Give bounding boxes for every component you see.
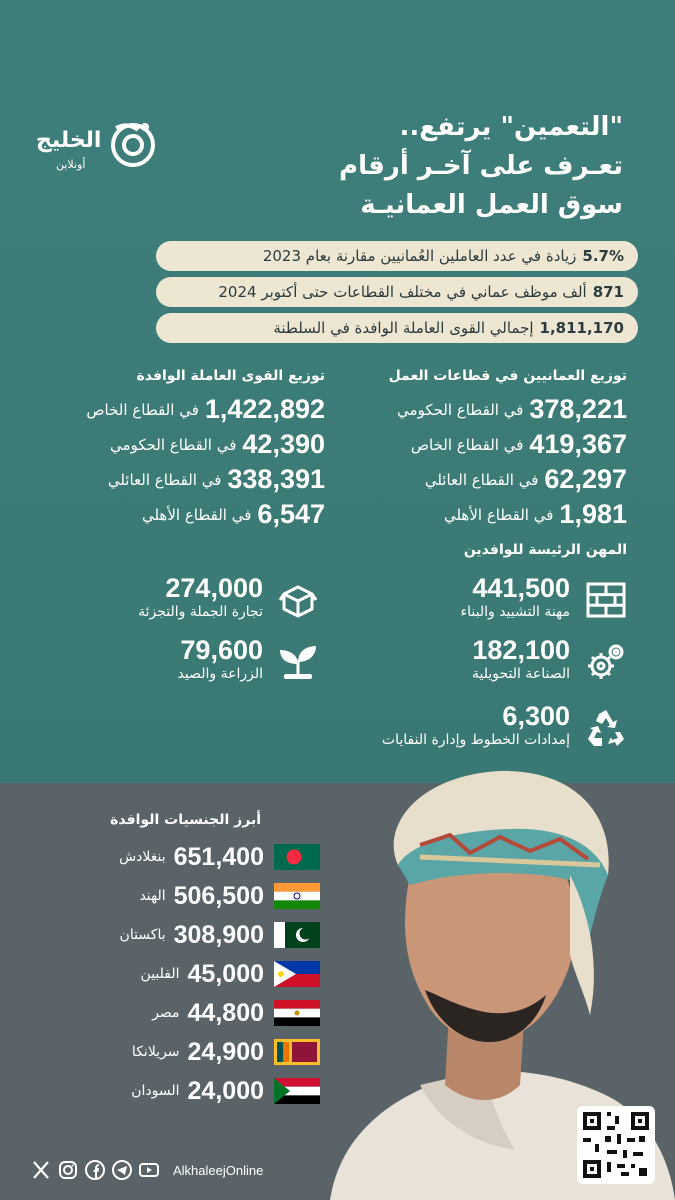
highlight-value: 5.7% [582,247,624,265]
nationality-row [100,881,320,911]
row-value: 419,367 [529,429,627,459]
highlight-text: زيادة في عدد العاملين العُمانيين مقارنة بعام 2023 [262,247,577,265]
nationality-label: الهند [139,888,166,904]
row-label: في القطاع الأهلي [141,505,252,524]
nationality-row [100,1076,320,1106]
nationality-value: 24,000 [187,1076,264,1105]
brick-wall-icon [584,578,628,622]
nationality-row [100,842,320,872]
nationality-value: 45,000 [187,959,264,988]
job-value: 79,600 [180,635,263,665]
nationality-label: الفلبين [140,966,180,982]
nationality-value: 651,400 [173,842,264,871]
sri-lanka-flag-icon [274,1039,320,1065]
jobs-heading: المهن الرئيسة للوافدين [463,542,627,558]
facebook-icon[interactable] [84,1159,106,1181]
omani-row [337,392,627,427]
nationality-row [100,959,320,989]
expat-row [25,462,325,497]
brand-name: الخليج [36,128,102,153]
omani-row [337,427,627,462]
nationality-value: 506,500 [173,881,264,910]
job-label: تجارة الجملة والتجزئة [138,604,263,620]
row-value: 338,391 [227,464,325,494]
job-item [472,636,570,684]
row-value: 42,390 [242,429,325,459]
highlight-text: إجمالي القوى العاملة الوافدة في السلطنة [273,319,534,337]
expat-row [25,497,325,532]
sudan-flag-icon [274,1078,320,1104]
omani-row [337,497,627,532]
job-value: 441,500 [472,573,570,603]
youtube-icon[interactable] [138,1159,160,1181]
job-value: 182,100 [472,635,570,665]
telegram-icon[interactable] [111,1159,133,1181]
job-item [178,636,263,684]
job-item [382,702,570,750]
omani-row [337,462,627,497]
expat-row [25,427,325,462]
row-label: في القطاع الحكومي [110,435,237,454]
brand-sub: أونلاين [56,158,86,171]
philippines-flag-icon [274,961,320,987]
nationality-value: 308,900 [173,920,264,949]
gears-icon [584,640,628,684]
box-icon [276,578,320,622]
nationality-label: السودان [131,1083,180,1099]
job-item [461,574,570,622]
omani-heading: توزيع العمانيين في قطاعات العمل [388,368,627,384]
row-label: في القطاع الخاص [410,435,524,454]
nationality-value: 44,800 [187,998,264,1027]
job-label: الصناعة التحويلية [471,666,570,682]
job-value: 6,300 [502,701,570,731]
nationality-value: 24,900 [187,1037,264,1066]
row-label: في القطاع الحكومي [397,400,524,419]
nationality-label: باكستان [119,927,166,943]
page-title [263,108,623,225]
expat-distribution [25,368,325,532]
pakistan-flag-icon [274,922,320,948]
row-label: في القطاع العائلي [424,470,539,489]
recycle-icon [584,706,628,750]
x-icon[interactable] [30,1159,52,1181]
row-value: 1,422,892 [204,394,325,424]
nationality-label: سريلانكا [131,1044,180,1060]
brand-logo [36,118,166,178]
highlight-pill [156,313,638,343]
social-bar [30,1158,263,1182]
job-label: الزراعة والصيد [177,666,263,682]
row-value: 378,221 [529,394,627,424]
highlight-pill [156,277,638,307]
nationality-label: بنغلادش [119,849,166,865]
bangladesh-flag-icon [274,844,320,870]
egypt-flag-icon [274,1000,320,1026]
highlight-text: ألف موظف عماني في مختلف القطاعات حتى أكتوبر 2024 [218,283,587,301]
sprout-icon [276,640,320,684]
instagram-icon[interactable] [57,1159,79,1181]
highlight-value: 871 [592,283,624,301]
social-handle[interactable]: AlkhaleejOnline [173,1162,264,1178]
row-label: في القطاع الأهلي [443,505,554,524]
india-flag-icon [274,883,320,909]
row-label: في القطاع العائلي [107,470,222,489]
row-label: في القطاع الخاص [86,400,199,419]
qr-code[interactable] [577,1106,655,1184]
nationality-row [100,920,320,950]
highlight-pill [156,241,638,271]
expat-heading: توزيع القوى العاملة الوافدة [136,368,325,384]
row-value: 1,981 [559,499,627,529]
expat-row [25,392,325,427]
nationality-row [100,1037,320,1067]
row-value: 62,297 [544,464,627,494]
omani-distribution [337,368,627,532]
title-line-2: تعـرف على آخـر أرقام [339,151,623,181]
highlight-value: 1,811,170 [539,319,624,337]
title-line-3: سوق العمل العمانيـة [360,190,623,220]
title-line-1: "التعمين" يرتفع.. [399,112,623,142]
job-item [138,574,263,622]
logo-mark-icon [108,118,158,168]
row-value: 6,547 [257,499,325,529]
job-label: مهنة التشييد والبناء [460,604,570,620]
nationality-label: مصر [152,1005,180,1021]
job-label: إمدادات الخطوط وإدارة النفايات [381,732,570,748]
nationality-row [100,998,320,1028]
nationalities-heading: أبرز الجنسيات الوافدة [110,812,261,828]
job-value: 274,000 [165,573,263,603]
